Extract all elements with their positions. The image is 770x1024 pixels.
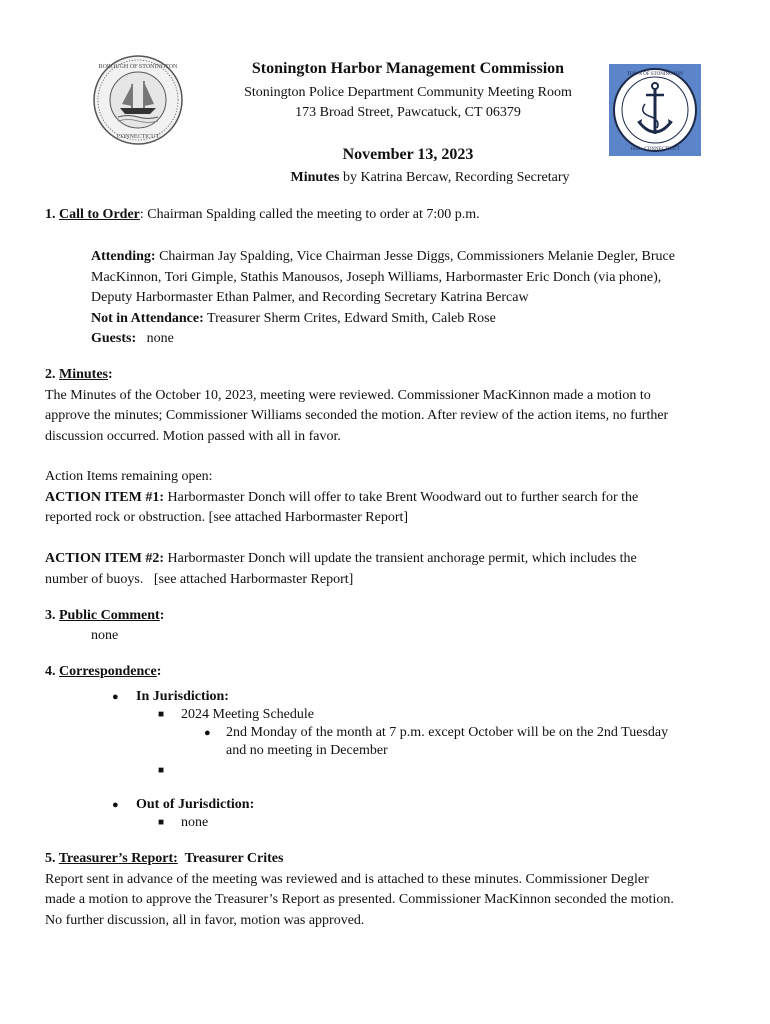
section-number: 4.: [45, 664, 59, 679]
section-treasurers-report: [45, 849, 745, 931]
section-colon: :: [108, 367, 113, 382]
minutes-author: by Katrina Bercaw, Recording Secretary: [339, 170, 570, 185]
bullet-square: ■: [158, 709, 165, 720]
action-item-1-line: [45, 488, 745, 509]
action-item-1-text-1: Harbormaster Donch will offer to take Brent Woodward out to further search for the: [164, 489, 639, 505]
in-jurisdiction-item: 2024 Meeting Schedule: [181, 707, 314, 722]
attending-label: Attending:: [91, 249, 156, 264]
section-number: 1.: [45, 207, 59, 222]
section-public-comment: [45, 606, 745, 627]
section-number: 5.: [45, 851, 59, 866]
guests-line: [91, 329, 741, 350]
minutes-label: Minutes: [290, 170, 340, 185]
section-colon: :: [156, 664, 162, 679]
section-number: 3.: [45, 608, 59, 623]
action-items-block: [45, 467, 745, 529]
bullet-square: ■: [158, 817, 165, 828]
action-item-1-label: ACTION ITEM #1:: [45, 489, 165, 505]
page-title: Stonington Harbor Management Commission: [251, 60, 565, 77]
section-heading: Public Comment: [59, 608, 160, 623]
attending-text-1: Chairman Jay Spalding, Vice Chairman Jesse Diggs, Commissioners Melanie Degler, Bruce: [155, 249, 675, 264]
section-call-to-order: [45, 205, 735, 226]
attending-text-3: Deputy Harbormaster Ethan Palmer, and Recording Secretary Katrina Bercaw: [91, 290, 529, 305]
not-in-attendance-line: [91, 309, 741, 330]
bullet-dot: ●: [204, 727, 211, 739]
not-in-attendance-text: Treasurer Sherm Crites, Edward Smith, Caleb Rose: [203, 310, 496, 326]
svg-text:BOROUGH OF STONINGTON: BOROUGH OF STONINGTON: [98, 64, 178, 70]
minutes-byline: [180, 170, 680, 186]
minutes-text-1: The Minutes of the October 10, 2023, meeting were reviewed. Commissioner MacKinnon made a motion to: [45, 387, 651, 403]
section-colon: :: [159, 608, 165, 623]
action-item-2-label: ACTION ITEM #2:: [45, 551, 165, 566]
bullet-dot: ●: [112, 799, 119, 811]
minutes-text-3: discussion occurred. Motion passed with all in favor.: [45, 428, 341, 444]
section-minutes: [45, 365, 745, 447]
out-of-jurisdiction-item: none: [181, 815, 209, 830]
section-heading: Minutes: [59, 367, 108, 382]
meeting-date: November 13, 2023: [342, 146, 474, 163]
action-item-2-text-2: number of buoys. [see attached Harbormaster Report]: [45, 571, 354, 587]
action-item-2-block: [45, 549, 745, 590]
section-heading-line: [45, 849, 745, 870]
treasurer-text-3: No further discussion, all in favor, motion was approved.: [45, 912, 365, 928]
schedule-detail-1: 2nd Monday of the month at 7 p.m. except October will be on the 2nd Tuesday: [226, 725, 669, 740]
action-item-2-text-1: Harbormaster Donch will update the transient anchorage permit, which includes the: [164, 551, 637, 566]
attending-text-2: MacKinnon, Tori Gimple, Stathis Manousos, Joseph Williams, Harbormaster Eric Donch (via phone),: [91, 269, 662, 285]
section-heading: Correspondence: [59, 664, 157, 679]
svg-text:TOWN OF STONINGTON: TOWN OF STONINGTON: [627, 72, 683, 77]
treasurer-text-1: Report sent in advance of the meeting was reviewed and is attached to these minutes. Commissioner Degler: [45, 871, 649, 887]
guests-text: none: [136, 331, 174, 346]
location-line-1: Stonington Police Department Community Meeting Room: [244, 85, 572, 100]
attendance-block: [91, 247, 741, 350]
treasurer-text-2: made a motion to approve the Treasurer’s Report as presented. Commissioner MacKinnon seconded the motion.: [45, 892, 674, 907]
svg-text:CONNECTICUT: CONNECTICUT: [116, 134, 160, 140]
call-to-order-text: : Chairman Spalding called the meeting to order at 7:00 p.m.: [139, 207, 480, 222]
treasurer-name: Treasurer Crites: [177, 851, 284, 866]
section-heading: Treasurer’s Report:: [58, 851, 178, 866]
public-comment-text: none: [91, 628, 119, 643]
in-jurisdiction-label: In Jurisdiction:: [136, 689, 229, 704]
svg-text:1649 · CONNECTICUT: 1649 · CONNECTICUT: [630, 147, 680, 152]
minutes-text-2: approve the minutes; Commissioner Williams seconded the motion. After review of the action items, no further: [45, 408, 669, 423]
section-number: 2.: [45, 367, 59, 382]
schedule-detail-2: and no meeting in December: [226, 743, 388, 758]
section-heading: Call to Order: [59, 207, 140, 222]
bullet-dot: ●: [112, 691, 119, 703]
action-item-1-text-2: reported rock or obstruction. [see attached Harbormaster Report]: [45, 510, 409, 525]
not-in-attendance-label: Not in Attendance:: [91, 310, 204, 326]
bullet-square: ■: [158, 765, 165, 776]
out-of-jurisdiction-label: Out of Jurisdiction:: [136, 797, 255, 812]
section-heading-line: [45, 365, 745, 386]
location-line-2: 173 Broad Street, Pawcatuck, CT 06379: [295, 105, 521, 120]
attending-line: [91, 247, 741, 268]
action-items-intro: Action Items remaining open:: [45, 469, 213, 484]
action-item-2-line: [45, 549, 745, 570]
section-correspondence: [45, 662, 745, 683]
guests-label: Guests:: [91, 331, 137, 346]
